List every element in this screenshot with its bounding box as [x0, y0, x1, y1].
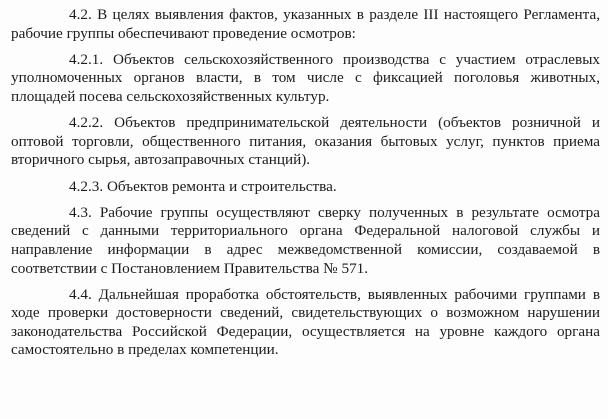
document-body	[11, 6, 600, 360]
paragraph-4-3: 4.3. Рабочие группы осуществляют сверку полученных в результате осмотра сведений с данными территориального органа Федеральной налоговой службы и направление информации в адрес межведомственной комиссии, создаваемой в соответствии с Постановлением Правительства № 571.	[11, 203, 600, 277]
paragraph-4-2: 4.2. В целях выявления фактов, указанных в разделе III настоящего Регламента, рабочие группы обеспечивают проведение осмотров:	[11, 6, 600, 42]
paragraph-4-4: 4.4. Дальнейшая проработка обстоятельств, выявленных рабочими группами в ходе проверки достоверности сведений, свидетельствующих о возможном нарушении законодательства Российской Федерации, осуществляется на уровне каждого органа самостоятельно в пределах компетенции.	[11, 285, 600, 359]
paragraph-4-2-3: 4.2.3. Объектов ремонта и строительства.	[69, 177, 337, 195]
paragraph-4-2-1: 4.2.1. Объектов сельскохозяйственного производства с участием отраслевых уполномоченных органов власти, в том числе с фиксацией поголовья животных, площадей посева сельскохозяйственных культур.	[11, 50, 600, 105]
paragraph-4-2-2: 4.2.2. Объектов предпринимательской деятельности (объектов розничной и оптовой торговли, общественного питания, оказания бытовых услуг, пунктов приема вторичного сырья, автозаправочных станций).	[11, 114, 600, 169]
